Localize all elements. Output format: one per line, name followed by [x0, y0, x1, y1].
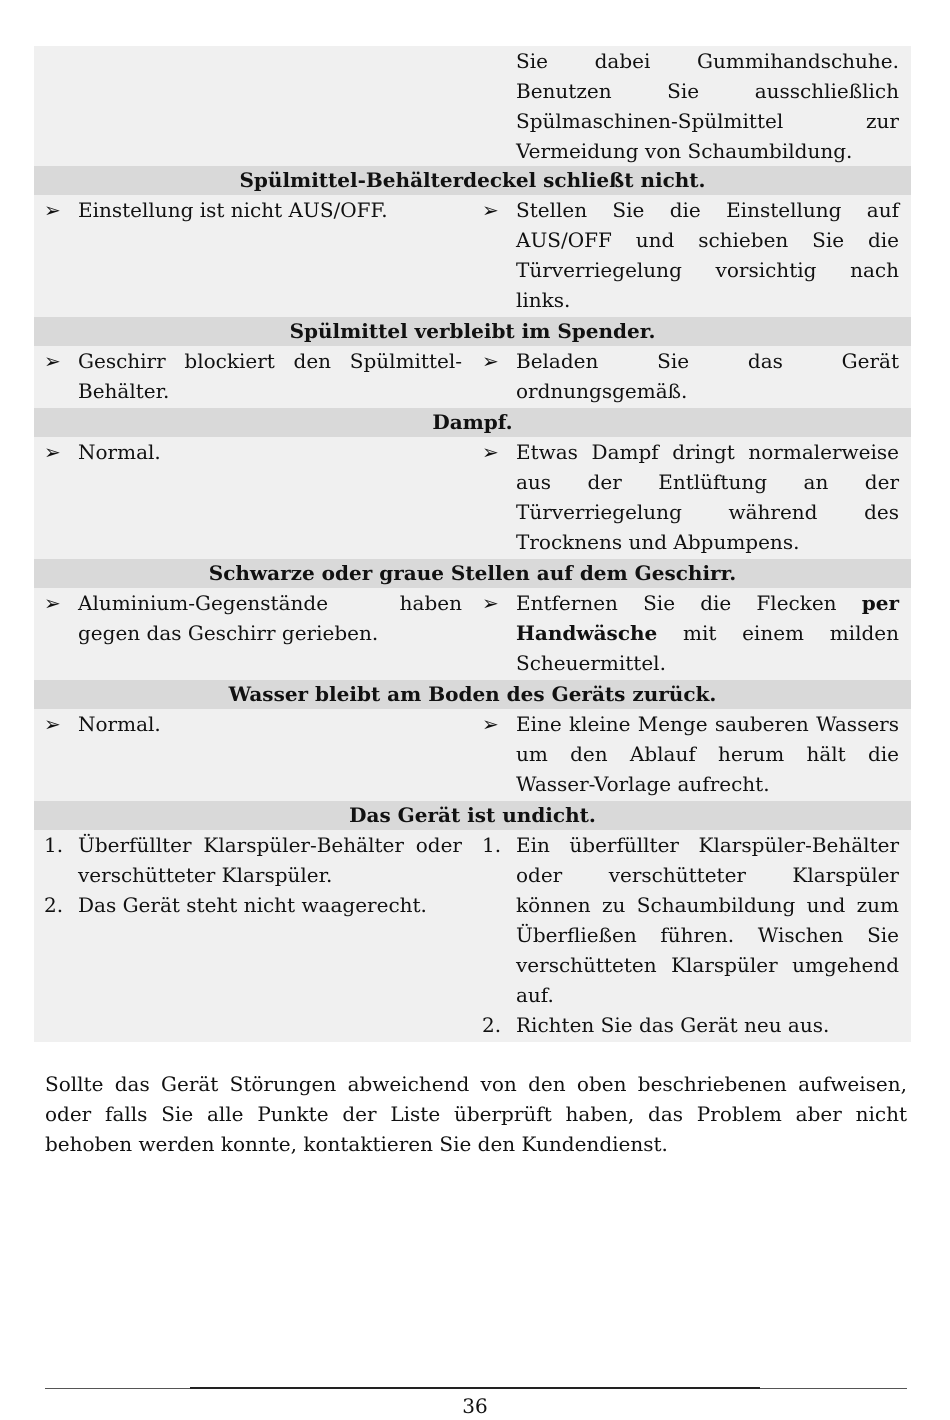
solution-text: Ein überfüllter Klarspüler-Behälter oder verschütteter Klarspüler können zu Schaumbildung und zum Überfließen führen. Wischen Sie verschütteten Klarspüler umgehend auf.	[516, 833, 899, 1007]
cause-column	[44, 588, 462, 648]
cause-column	[44, 437, 462, 467]
cause-item	[44, 890, 462, 920]
solution-item	[482, 1010, 899, 1040]
cause-text: Einstellung ist nicht AUS/OFF.	[78, 198, 388, 222]
section-header: Schwarze oder graue Stellen auf dem Geschirr.	[34, 559, 911, 588]
solution-column	[482, 437, 899, 557]
solution-item	[482, 709, 899, 799]
section-header: Spülmittel verbleibt im Spender.	[34, 317, 911, 346]
section-header: Das Gerät ist undicht.	[34, 801, 911, 830]
cause-text: Normal.	[78, 440, 161, 464]
arrow-bullet-icon: ➢	[482, 712, 499, 736]
solution-item	[482, 437, 899, 557]
cause-item	[44, 709, 462, 739]
section-row	[34, 709, 911, 801]
solution-item	[482, 195, 899, 315]
section-header: Dampf.	[34, 408, 911, 437]
cause-item	[44, 195, 462, 225]
section-row	[34, 588, 911, 680]
page-number: 36	[462, 1394, 488, 1418]
arrow-bullet-icon: ➢	[482, 198, 499, 222]
solution-column	[482, 195, 899, 315]
arrow-bullet-icon: ➢	[482, 349, 499, 373]
footer-rule-accent	[190, 1387, 760, 1389]
cause-text: Geschirr blockiert den Spülmittel-Behälter.	[78, 349, 462, 403]
arrow-bullet-icon: ➢	[44, 198, 61, 222]
continuation-line: Sie dabei Gummihandschuhe.	[516, 49, 899, 73]
arrow-bullet-icon: ➢	[44, 712, 61, 736]
list-number: 1.	[482, 833, 502, 857]
arrow-bullet-icon: ➢	[44, 440, 61, 464]
cause-column	[44, 195, 462, 225]
solution-text: Beladen Sie das Gerät ordnungsgemäß.	[516, 349, 899, 403]
solution-item	[482, 830, 899, 1010]
section-header: Wasser bleibt am Boden des Geräts zurück.	[34, 680, 911, 709]
section-row	[34, 346, 911, 408]
cause-item	[44, 588, 462, 648]
list-number: 2.	[482, 1013, 502, 1037]
continuation-row	[34, 46, 911, 166]
solution-text: Etwas Dampf dringt normalerweise aus der Entlüftung an der Türverriegelung während des Trocknens und Abpumpens.	[516, 440, 899, 554]
cause-column	[44, 346, 462, 406]
solution-column	[482, 346, 899, 406]
solution-text-after: mit einem milden Scheuermittel.	[516, 621, 899, 675]
footer-paragraph: Sollte das Gerät Störungen abweichend von den oben beschriebenen aufweisen, oder falls Sie alle Punkte der Liste überprüft haben, das Problem aber nicht behoben werden konnte, kontaktieren Sie den Kundendienst.	[45, 1072, 907, 1156]
solution-text-bold: per Handwäsche	[516, 591, 899, 645]
solution-item	[482, 588, 899, 678]
arrow-bullet-icon: ➢	[44, 349, 61, 373]
section-row	[34, 437, 911, 559]
list-number: 2.	[44, 893, 64, 917]
arrow-bullet-icon: ➢	[482, 440, 499, 464]
solution-column	[482, 830, 899, 1040]
solution-column	[482, 588, 899, 678]
section-row	[34, 830, 911, 1042]
cause-text: Überfüllter Klarspüler-Behälter oder verschütteter Klarspüler.	[78, 833, 462, 887]
solution-column	[482, 709, 899, 799]
solution-text: Eine kleine Menge sauberen Wassers um den Ablauf herum hält die Wasser-Vorlage aufrecht.	[516, 712, 899, 796]
cause-column	[44, 709, 462, 739]
cause-item	[44, 346, 462, 406]
troubleshooting-table	[34, 46, 911, 1042]
cause-text: Aluminium-Gegenstände haben gegen das Geschirr gerieben.	[78, 591, 462, 645]
solution-text: Stellen Sie die Einstellung auf AUS/OFF und schieben Sie die Türverriegelung vorsichtig nach links.	[516, 198, 899, 312]
arrow-bullet-icon: ➢	[482, 591, 499, 615]
list-number: 1.	[44, 833, 64, 857]
solution-text-before: Entfernen Sie die Flecken	[516, 591, 862, 615]
cause-item	[44, 830, 462, 890]
arrow-bullet-icon: ➢	[44, 591, 61, 615]
cause-text: Das Gerät steht nicht waagerecht.	[78, 893, 427, 917]
cause-item	[44, 437, 462, 467]
continuation-solution	[516, 46, 899, 166]
solution-text: Richten Sie das Gerät neu aus.	[516, 1013, 830, 1037]
continuation-line: Benutzen Sie ausschließlich	[516, 79, 899, 103]
cause-column	[44, 830, 462, 920]
section-header: Spülmittel-Behälterdeckel schließt nicht.	[34, 166, 911, 195]
solution-item	[482, 346, 899, 406]
section-row	[34, 195, 911, 317]
continuation-line: Vermeidung von Schaumbildung.	[516, 139, 853, 163]
cause-text: Normal.	[78, 712, 161, 736]
continuation-line: Spülmaschinen-Spülmittel zur	[516, 109, 899, 133]
